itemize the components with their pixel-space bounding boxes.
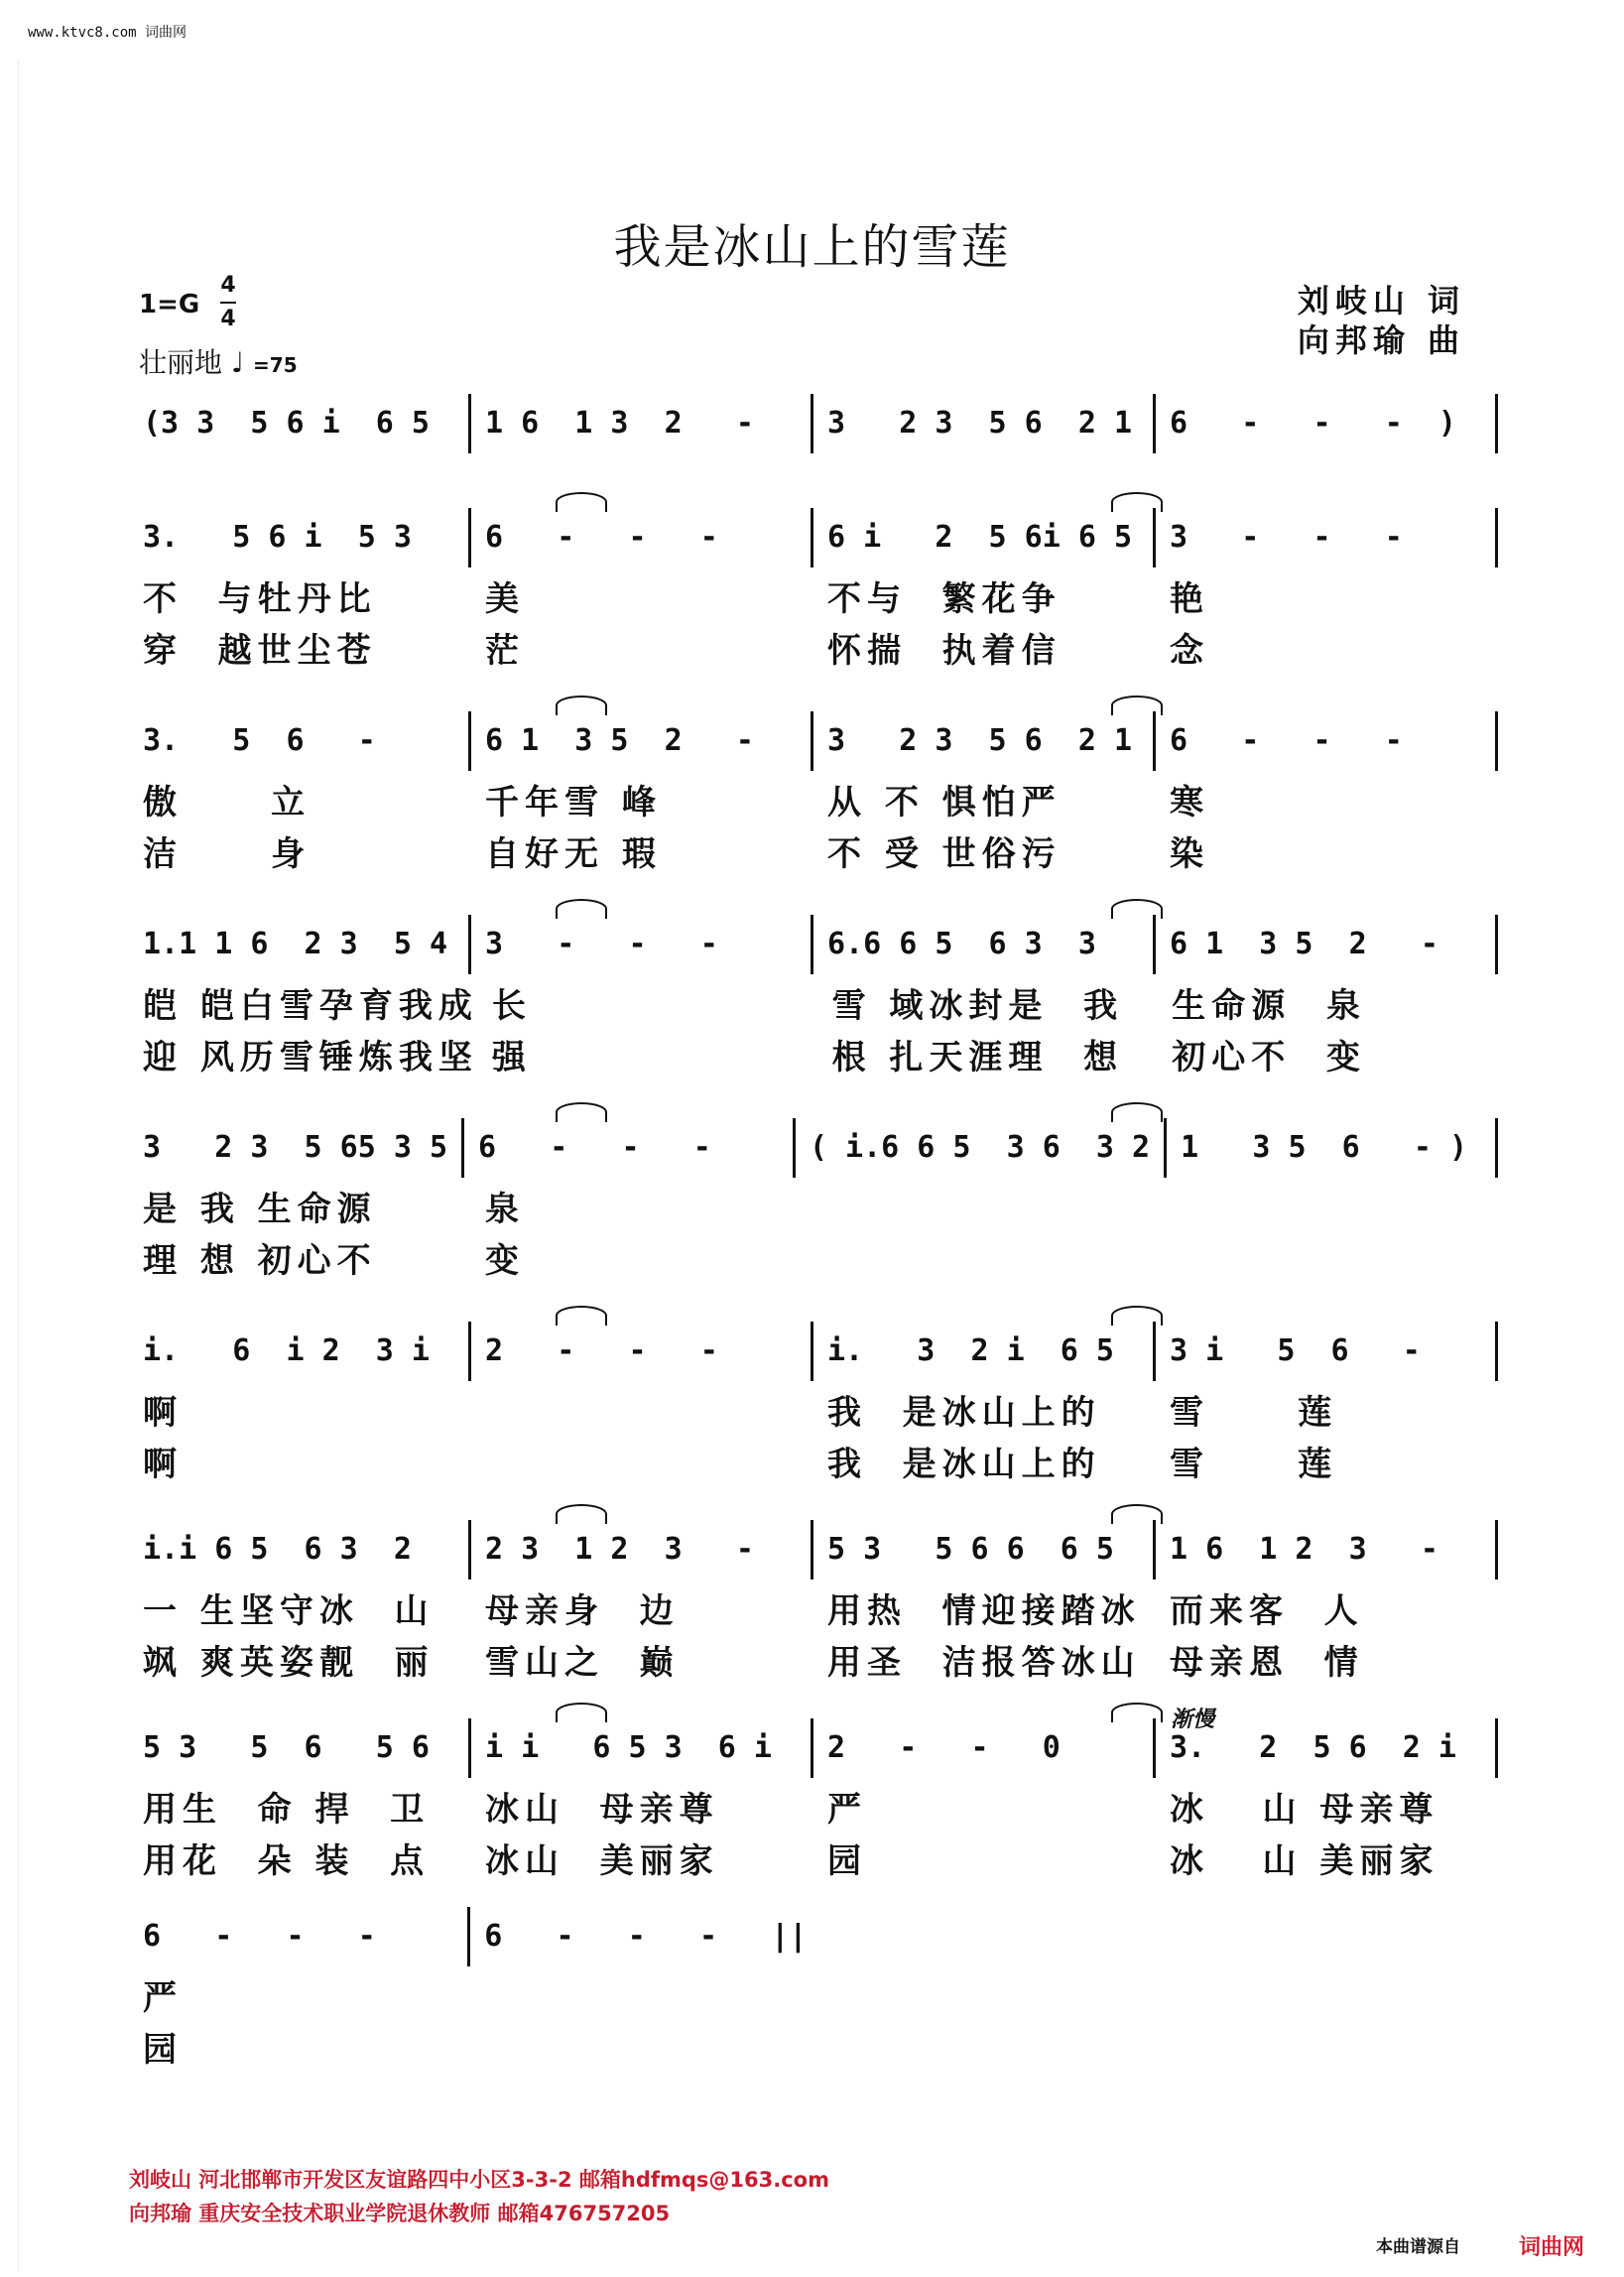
bar-line-end <box>1495 711 1498 771</box>
slur-mark <box>1111 696 1163 715</box>
slur-mark <box>556 1504 607 1524</box>
measure: 3 i 5 6 - <box>1170 1333 1421 1368</box>
notes-row <box>129 392 1498 455</box>
score-system-6 <box>129 1320 1498 1486</box>
measure: 6 1 3 5 2 - <box>485 723 754 758</box>
measure <box>1160 1905 1498 1968</box>
bar-line-end <box>1495 394 1498 453</box>
slur-mark <box>1111 492 1163 512</box>
notes-row <box>129 1116 1498 1180</box>
measure: 2 3 1 2 3 - <box>485 1532 754 1567</box>
song-title: 我是冰山上的雪莲 <box>613 219 1011 275</box>
measure: 6 - - - <box>478 1130 711 1165</box>
notes-row <box>129 1320 1498 1383</box>
lyric-cell: 是 我 生命源 <box>143 1189 377 1229</box>
lyric-cell: 自好无 瑕 <box>485 833 662 874</box>
lyric-cell: 用花 朵 装 点 <box>143 1840 431 1881</box>
bar-line-end <box>1495 1520 1498 1580</box>
lyric-cell: 啊 <box>143 1392 183 1433</box>
slur-mark <box>556 1102 607 1122</box>
tempo-marking <box>139 341 298 381</box>
site-url[interactable]: www.ktvc8.com 词曲网 <box>28 25 187 41</box>
lyric-cell: 雪山之 巅 <box>485 1642 680 1683</box>
lyric-cell: 念 <box>1170 630 1209 671</box>
slur-mark <box>1111 1703 1163 1722</box>
lyric-cell: 冰山 美丽家 <box>485 1840 719 1881</box>
time-signature <box>220 272 236 333</box>
lyric-line-1 <box>129 1180 1498 1231</box>
side-watermark-strip <box>0 60 19 2272</box>
time-divider <box>220 302 236 304</box>
measure <box>820 1905 1159 1968</box>
lyric-cell: 雪 莲 <box>1170 1392 1338 1433</box>
lyric-cell: 怀揣 执着信 <box>827 630 1062 671</box>
lyric-line-2 <box>129 1633 1498 1685</box>
lyric-cell: 飒 爽英姿靓 丽 <box>143 1642 435 1683</box>
lyricist-credit: 刘岐山 词 <box>1297 282 1465 319</box>
measure: 6.6 6 5 6 3 3 <box>827 927 1096 961</box>
lyric-cell: 洁 身 <box>143 833 312 874</box>
lyric-cell: 初心不 变 <box>1172 1037 1366 1077</box>
slur-mark <box>556 899 607 919</box>
measure: 3 2 3 5 6 2 1 <box>827 723 1133 758</box>
measure: 1.1 1 6 2 3 5 4 <box>143 927 448 961</box>
measure: 3 - - - <box>1170 520 1403 555</box>
score-system-8 <box>129 1716 1498 1883</box>
notes-row <box>129 1716 1498 1780</box>
lyric-cell: 变 <box>485 1240 525 1281</box>
measure: 3 2 3 5 6 2 1 <box>827 406 1133 441</box>
key-signature: 1=G <box>139 290 200 319</box>
lyric-cell: 园 <box>143 2029 183 2070</box>
quarter-note-icon: ♩ <box>230 346 245 379</box>
lyric-cell: 雪 莲 <box>1170 1444 1338 1484</box>
score-system-1 <box>129 392 1498 455</box>
lyric-line-1 <box>129 1968 1498 2020</box>
lyric-cell: 强 <box>491 1037 532 1077</box>
measure: ( i.6 6 5 3 6 3 2 <box>809 1130 1151 1165</box>
lyric-cell: 严 <box>143 1977 183 2018</box>
lyric-cell: 而来客 人 <box>1170 1590 1364 1631</box>
lyric-line-1 <box>129 773 1498 824</box>
lyric-cell: 生命源 泉 <box>1172 985 1366 1026</box>
lyric-cell: 茫 <box>485 630 525 671</box>
lyric-cell: 用生 命 捍 卫 <box>143 1789 431 1830</box>
lyric-cell: 不 与牡丹比 <box>143 578 377 619</box>
lyric-line-1 <box>129 1780 1498 1832</box>
lyric-line-1 <box>129 1383 1498 1435</box>
notes-row <box>129 1518 1498 1581</box>
lyric-cell: 千年雪 峰 <box>485 782 662 822</box>
tempo-bpm: =75 <box>253 353 298 377</box>
slur-mark <box>556 696 607 715</box>
lyric-cell: 傲 立 <box>143 782 312 822</box>
lyric-cell: 用圣 洁报答冰山 <box>827 1642 1141 1683</box>
slur-mark <box>556 492 607 512</box>
notes-row <box>129 506 1498 569</box>
score-system-9 <box>129 1905 1498 2072</box>
lyric-cell: 冰 山 美丽家 <box>1170 1840 1439 1881</box>
lyric-line-1 <box>129 1581 1498 1633</box>
measure: 3 2 3 5 65 3 5 <box>143 1130 448 1165</box>
measure: i. 6 i 2 3 i <box>143 1333 430 1368</box>
lyric-line-2 <box>129 1028 1498 1079</box>
lyric-cell: 泉 <box>485 1189 525 1229</box>
measure: 3 - - - <box>485 927 718 961</box>
measure: i. 3 2 i 6 5 <box>827 1333 1114 1368</box>
lyric-cell: 美 <box>485 578 525 619</box>
lyric-line-2 <box>129 824 1498 876</box>
lyric-cell: 穿 越世尘苍 <box>143 630 377 671</box>
slur-mark <box>1111 1504 1163 1524</box>
notes-row <box>129 913 1498 976</box>
lyric-cell: 冰 山 母亲尊 <box>1170 1789 1439 1830</box>
lyric-line-1 <box>129 569 1498 621</box>
lyric-cell: 艳 <box>1170 578 1209 619</box>
notes-row <box>129 709 1498 773</box>
measure: (3 3 5 6 i 6 5 <box>143 406 430 441</box>
lyric-cell: 迎 风历雪锤炼我坚 <box>143 1037 478 1077</box>
measure: 5 3 5 6 6 6 5 <box>827 1532 1114 1567</box>
slur-mark <box>1111 1102 1163 1122</box>
footer-line-composer: 向邦瑜 重庆安全技术职业学院退休教师 邮箱476757205 <box>129 2202 671 2225</box>
bar-line-end <box>1495 915 1498 974</box>
lyric-line-2 <box>129 621 1498 673</box>
lyric-cell: 染 <box>1170 833 1209 874</box>
footer-credits <box>129 2163 829 2230</box>
footer-line-lyricist: 刘岐山 河北邯郸市开发区友谊路四中小区3-3-2 邮箱hdfmqs@163.com <box>129 2168 829 2192</box>
lyric-cell: 严 <box>827 1789 867 1830</box>
score-system-7 <box>129 1518 1498 1685</box>
notes-row <box>129 1905 1498 1968</box>
slur-mark <box>1111 899 1163 919</box>
lyric-line-2 <box>129 1832 1498 1883</box>
bar-line-end <box>1495 508 1498 568</box>
lyric-cell: 母亲身 边 <box>485 1590 680 1631</box>
lyric-cell: 雪 域冰封是 我 <box>831 985 1124 1026</box>
measure: 1 6 1 3 2 - <box>485 406 754 441</box>
ritardando-mark: 渐慢 <box>1171 1708 1215 1732</box>
slur-mark <box>556 1703 607 1722</box>
score-system-5 <box>129 1116 1498 1283</box>
measure: 6 - - - <box>143 1919 376 1954</box>
lyric-line-2 <box>129 1435 1498 1486</box>
slur-mark <box>1111 1306 1163 1326</box>
measure: 6 1 3 5 2 - <box>1170 927 1438 961</box>
lyric-cell: 园 <box>827 1840 867 1881</box>
score-system-2 <box>129 506 1498 673</box>
measure: 5 3 5 6 5 6 <box>143 1730 430 1765</box>
lyric-cell: 从 不 惧怕严 <box>827 782 1062 822</box>
tempo-word: 壮丽地 <box>139 346 223 379</box>
measure: 2 - - - <box>485 1333 718 1368</box>
lyric-cell: 长 <box>491 985 532 1026</box>
lyric-cell: 不与 繁花争 <box>827 578 1062 619</box>
source-label: 本曲谱源自 <box>1376 2237 1460 2257</box>
lyric-cell: 我 是冰山上的 <box>827 1392 1101 1433</box>
measure: 6 - - - || <box>484 1919 808 1954</box>
measure: 3. 5 6 i 5 3 <box>143 520 412 555</box>
lyric-cell: 冰山 母亲尊 <box>485 1789 719 1830</box>
composer-credit: 向邦瑜 曲 <box>1297 321 1465 359</box>
lyric-cell: 皑 皑白雪孕育我成 <box>143 985 478 1026</box>
bar-line-end <box>1495 1718 1498 1778</box>
brand-logo[interactable]: 词曲网 <box>1518 2235 1584 2260</box>
measure: 3. 2 5 6 2 i <box>1170 1730 1456 1765</box>
lyric-cell: 用热 情迎接踏冰 <box>827 1590 1141 1631</box>
time-top: 4 <box>220 273 236 298</box>
measure: 6 - - - <box>1170 723 1403 758</box>
lyric-cell: 根 扎天涯理 想 <box>831 1037 1124 1077</box>
measure: i.i 6 5 6 3 2 <box>143 1532 412 1567</box>
lyric-line-1 <box>129 976 1498 1028</box>
bar-line-end <box>1495 1118 1498 1178</box>
measure: 6 i 2 5 6i 6 5 <box>827 520 1133 555</box>
score-system-4 <box>129 913 1498 1079</box>
lyric-cell: 母亲恩 情 <box>1170 1642 1364 1683</box>
measure: 2 - - 0 <box>827 1730 1061 1765</box>
lyric-cell: 不 受 世俗污 <box>827 833 1062 874</box>
time-bottom: 4 <box>220 307 236 331</box>
lyric-cell: 一 生坚守冰 山 <box>143 1590 435 1631</box>
lyric-cell: 理 想 初心不 <box>143 1240 377 1281</box>
measure: 1 6 1 2 3 - <box>1170 1532 1438 1567</box>
measure: 6 - - - ) <box>1170 406 1456 441</box>
measure: 6 - - - <box>485 520 718 555</box>
measure: 1 3 5 6 - ) <box>1181 1130 1468 1165</box>
lyric-line-2 <box>129 2020 1498 2072</box>
lyric-cell: 啊 <box>143 1444 183 1484</box>
lyric-cell: 寒 <box>1170 782 1209 822</box>
measure: 3. 5 6 - <box>143 723 376 758</box>
slur-mark <box>556 1306 607 1326</box>
lyric-line-2 <box>129 1231 1498 1283</box>
lyric-cell: 我 是冰山上的 <box>827 1444 1101 1484</box>
bar-line-end <box>1495 1322 1498 1381</box>
measure: i i 6 5 3 6 i <box>485 1730 772 1765</box>
score-system-3 <box>129 709 1498 876</box>
